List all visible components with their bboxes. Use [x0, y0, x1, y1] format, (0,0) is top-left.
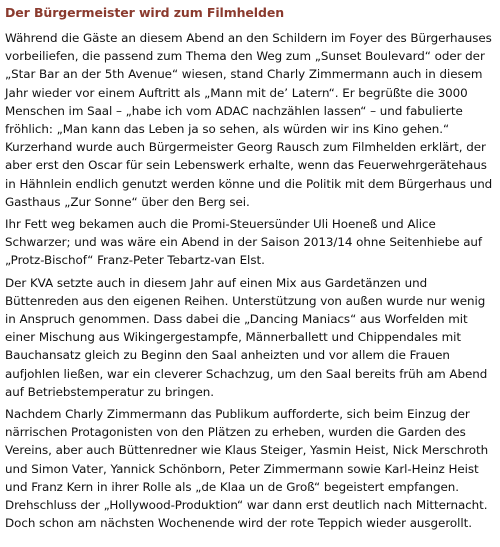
article-paragraph-3: Der KVA setzte auch in diesem Jahr auf einen Mix aus Gardetänzen und Büttenreden aus den eigenen Reihen. Unterstützung von außen wurde nur wenig in Anspruch genommen. Dass dabei die „Dancing Maniacs“ aus Worfelden mit einer Mischung aus Wikingergestampfe, Männerballett und Chippendales mit Bauchansatz gleich zu Beginn den Saal anheizten und vor allem die Frauen aufjohlen ließen, war ein cleverer Schachzug, um den Saal bereits früh am Abend auf Betriebstemperatur zu bringen. — [5, 275, 488, 399]
article-paragraph-2: Ihr Fett weg bekamen auch die Promi-Steuersünder Uli Hoeneß und Alice Schwarzer; und was wäre ein Abend in der Saison 2013/14 ohne Seitenhiebe auf „Protz-Bischof“ Franz-Peter Tebartz-van Elst. — [5, 217, 483, 268]
article-paragraph-1: Während die Gäste an diesem Abend an den Schildern im Foyer des Bürgerhauses vorbeiliefen, die passend zum Thema den Weg zum „Sunset Boulevard“ oder der „Star Bar an der 5th Avenue“ wiesen, stand Charly Zimmermann auch in diesem Jahr wieder vor einem Auftritt als „Mann mit de’ Latern“. Er begrüßte die 3000 Menschen im Saal – „habe ich vom ADAC nachzählen lassen“ – und fabulierte fröhlich: „Man kann das Leben ja so sehen, als würden wir ins Kino gehen.“ Kurzerhand wurde auch Bürgermeister Georg Rausch zum Filmhelden erklärt, der aber erst den Oscar für sein Lebenswerk erhalte, wenn das Feuerwehrgerätehaus in Hähnlein endlich genutzt werden könne und die Politik mit dem Bürgerhaus und Gasthaus „Zur Sonne“ über den Berg sei. — [5, 31, 493, 209]
article-headline: Der Bürgermeister wird zum Filmhelden — [5, 5, 285, 20]
article-paragraph-4: Nachdem Charly Zimmermann das Publikum aufforderte, sich beim Einzug der närrischen Protagonisten von den Plätzen zu erheben, wurden die Garden des Vereins, aber auch Büttenredner wie Klaus Steiger, Yasmin Heist, Nick Merschroth und Simon Vater, Yannick Schönborn, Peter Zimmermann sowie Karl-Heinz Heist und Franz Kern in ihrer Rolle als „de Klaa un de Groß“ begeistert empfangen. Drehschluss der „Hollywood-Produktion“ war dann erst deutlich nach Mitternacht. Doch schon am nächsten Wochenende wird der rote Teppich wieder ausgerollt. — [5, 407, 489, 531]
